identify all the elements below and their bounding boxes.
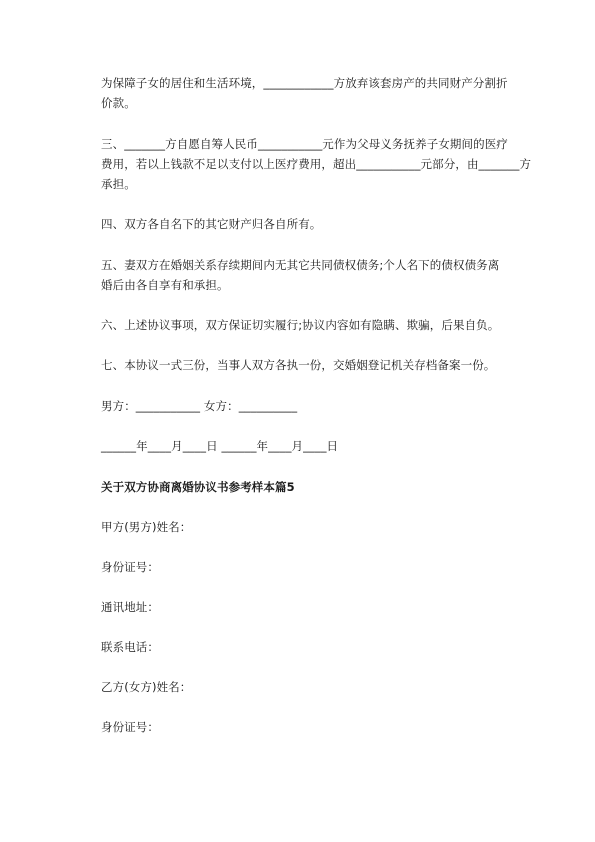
text-line: 四、双方各自名下的其它财产归各自所有。 [101, 217, 322, 231]
paragraph-clause-three [101, 134, 532, 194]
field-label: 甲方(男方)姓名： [101, 520, 192, 534]
party-a-phone-field [101, 637, 521, 657]
text-line: 男方：___________ 女方：__________ [101, 399, 298, 413]
party-a-name-field [101, 517, 521, 537]
text-line: 承担。 [101, 177, 136, 191]
signature-line [101, 396, 521, 416]
field-label: 联系电话： [101, 640, 159, 654]
text-line: 价款。 [101, 96, 136, 110]
text-line: ______年____月____日 ______年____月____日 [101, 439, 339, 453]
text-line: 为保障子女的居住和生活环境，____________方放弃该套房产的共同财产分割折 [101, 76, 508, 90]
date-line [101, 436, 521, 456]
party-b-name-field [101, 677, 521, 697]
heading-text: 关于双方协商离婚协议书参考样本篇5 [101, 480, 295, 494]
party-a-id-field [101, 557, 521, 577]
paragraph-clause-seven [101, 355, 521, 375]
field-label: 身份证号： [101, 720, 159, 734]
field-label: 乙方(女方)姓名： [101, 680, 192, 694]
section-heading [101, 477, 521, 497]
paragraph-clause-five [101, 255, 521, 295]
field-label: 身份证号： [101, 560, 159, 574]
text-line: 六、上述协议事项，双方保证切实履行;协议内容如有隐瞒、欺骗，后果自负。 [101, 318, 500, 332]
paragraph-clause-six [101, 315, 521, 335]
party-b-id-field [101, 717, 521, 737]
field-label: 通讯地址： [101, 600, 159, 614]
text-line: 五、妻双方在婚姻关系存续期间内无其它共同债权债务;个人名下的债权债务离 [101, 258, 500, 272]
paragraph-housing-clause [101, 73, 521, 113]
text-line: 三、_______方自愿自筹人民币___________元作为父母义务抚养子女期间的医疗 [101, 137, 508, 151]
text-line: 婚后由各自享有和承担。 [101, 278, 229, 292]
text-line: 七、本协议一式三份，当事人双方各执一份，交婚姻登记机关存档备案一份。 [101, 358, 496, 372]
text-line: 费用，若以上钱款不足以支付以上医疗费用，超出___________元部分，由_______方 [101, 157, 532, 171]
party-a-address-field [101, 597, 521, 617]
paragraph-clause-four [101, 214, 521, 234]
